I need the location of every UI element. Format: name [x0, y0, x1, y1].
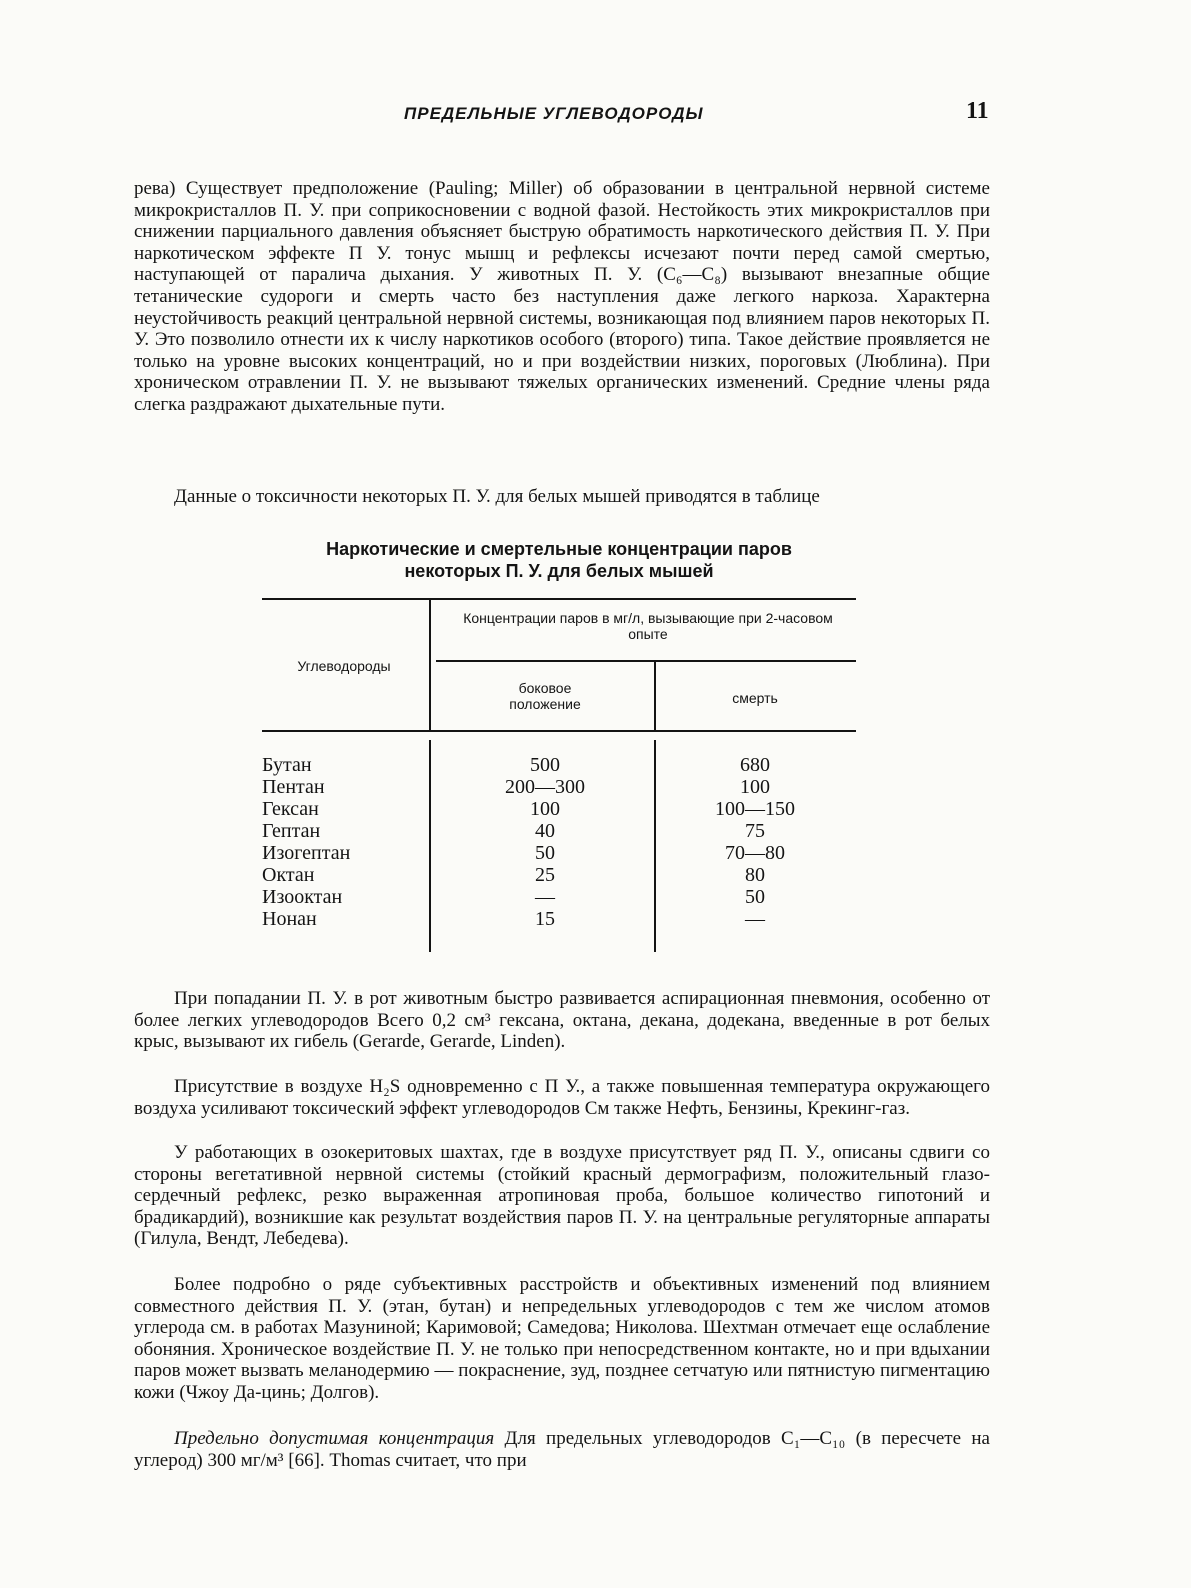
- table-title-line1: Наркотические и смертельные концентрации паров: [326, 539, 792, 559]
- table-row-death: 50: [745, 886, 765, 908]
- col-header-group: Концентрации паров в мг/л, вызывающие при 2-часовом опыте: [463, 610, 833, 642]
- table-title-line2: некоторых П. У. для белых мышей: [404, 561, 714, 581]
- table-row-death: 100—150: [715, 798, 795, 820]
- paragraph-intro: рева) Существует предположение (Pauling; Miller) об образовании в центральной нервной системе микрокристаллов П. У. при соприкосновении с водной фазой. Нестойкость этих микрокристаллов при снижении парциального давления объясняет быструю обратимость наркотического действия П. У. При наркотическом эффекте П У. тонус мышц и рефлексы исчезают почти перед самой смертью, наступающей от паралича дыхания. У животных П. У. (С₆—С₈) вызывают внезапные общие тетанические судороги и смерть часто без наступления даже легкого наркоза. Характерна неустойчивость реакций центральной нервной системы, возникающая под влиянием паров некоторых П. У. Это позволило отнести их к числу наркотиков особого (второго) типа. Такое действие проявляется не только на уровне высоких концентраций, но и при воздействии низких, пороговых (Люблина). При хроническом отравлении П. У. не вызывают тяжелых органических изменений. Средние члены ряда слегка раздражают дыхательные пути.: [134, 178, 990, 415]
- table-row-name: Изогептан: [262, 842, 351, 864]
- paragraph-mac: [134, 1428, 990, 1471]
- table-row-death: 80: [745, 864, 765, 886]
- table-row-side: 100: [530, 798, 560, 820]
- table-row-death: 75: [745, 820, 765, 842]
- page-number: 11: [966, 98, 989, 124]
- table-row-side: 500: [530, 754, 560, 776]
- table-row-death: 70—80: [725, 842, 785, 864]
- table-body-vline-1: [429, 740, 431, 952]
- col-header-hydrocarbons: Углеводороды: [297, 658, 391, 674]
- mac-text: Для предельных углеводородов С₁—С₁₀ (в пересчете на углерод) 300 мг/м³ [66]. Thomas считает, что при: [134, 1428, 990, 1471]
- table-row-side: —: [535, 886, 555, 908]
- table-header-vline-1: [429, 600, 431, 730]
- table-row-name: Октан: [262, 864, 315, 886]
- table-row-side: 25: [535, 864, 555, 886]
- table-row-name: Пентан: [262, 776, 325, 798]
- col-header-side: боковое положение: [509, 680, 581, 712]
- table-header-vline-2: [654, 662, 656, 730]
- table-row-side: 50: [535, 842, 555, 864]
- table-row-death: 100: [740, 776, 770, 798]
- paragraph-aspiration: При попадании П. У. в рот животным быстро развивается аспирационная пневмония, особенно от более легких углеводородов Всего 0,2 см³ гексана, октана, декана, додекана, введенные в рот белых крыс, вызывают их гибель (Gerarde, Gerarde, Linden).: [134, 988, 990, 1053]
- table-header-rule: [262, 730, 856, 732]
- table-row-death: 680: [740, 754, 770, 776]
- col-header-death: смерть: [732, 690, 778, 706]
- running-title: ПРЕДЕЛЬНЫЕ УГЛЕВОДОРОДЫ: [404, 104, 704, 123]
- table-row-name: Бутан: [262, 754, 312, 776]
- table-row-side: 200—300: [505, 776, 585, 798]
- paragraph-table-ref: Данные о токсичности некоторых П. У. для белых мышей приводятся в таблице: [174, 486, 820, 507]
- table-body-vline-2: [654, 740, 656, 952]
- table-row-death: —: [745, 908, 765, 930]
- paragraph-subjective: Более подробно о ряде субъективных расстройств и объективных изменений под влиянием совместного действия П. У. (этан, бутан) и непредельных углеводородов с тем же числом атомов углерода см. в работах Мазуниной; Каримовой; Самедова; Николова. Шехтман отмечает еще ослабление обоняния. Хроническое воздействие П. У. не только при непосредственном контакте, но и при вдыхании паров может вызвать меланодермию — покраснение, зуд, позднее сетчатую или пятнистую пигментацию кожи (Чжоу Да-цинь; Долгов).: [134, 1274, 990, 1403]
- table-row-name: Изооктан: [262, 886, 343, 908]
- paragraph-h2s: Присутствие в воздухе H₂S одновременно с П У., а также повышенная температура окружающего воздуха усиливают токсический эффект углеводородов См также Нефть, Бензины, Крекинг-газ.: [134, 1076, 990, 1119]
- table-title: [262, 538, 856, 582]
- table-row-side: 15: [535, 908, 555, 930]
- table-top-rule: [262, 598, 856, 600]
- paragraph-ozokerite: У работающих в озокеритовых шахтах, где в воздухе присутствует ряд П. У., описаны сдвиги со стороны вегетативной нервной системы (стойкий красный дермографизм, положительный глазо-сердечный рефлекс, резко выраженная атропиновая проба, большое количество гипотоний и брадикардий), возникшие как результат воздействия паров П. У. на центральные регуляторные аппараты (Гилула, Вендт, Лебедева).: [134, 1142, 990, 1250]
- table-row-name: Гептан: [262, 820, 321, 842]
- table-row-name: Нонан: [262, 908, 317, 930]
- table-row-name: Гексан: [262, 798, 319, 820]
- table-group-rule: [436, 660, 856, 662]
- mac-term: Предельно допустимая концентрация: [174, 1428, 495, 1449]
- table-row-side: 40: [535, 820, 555, 842]
